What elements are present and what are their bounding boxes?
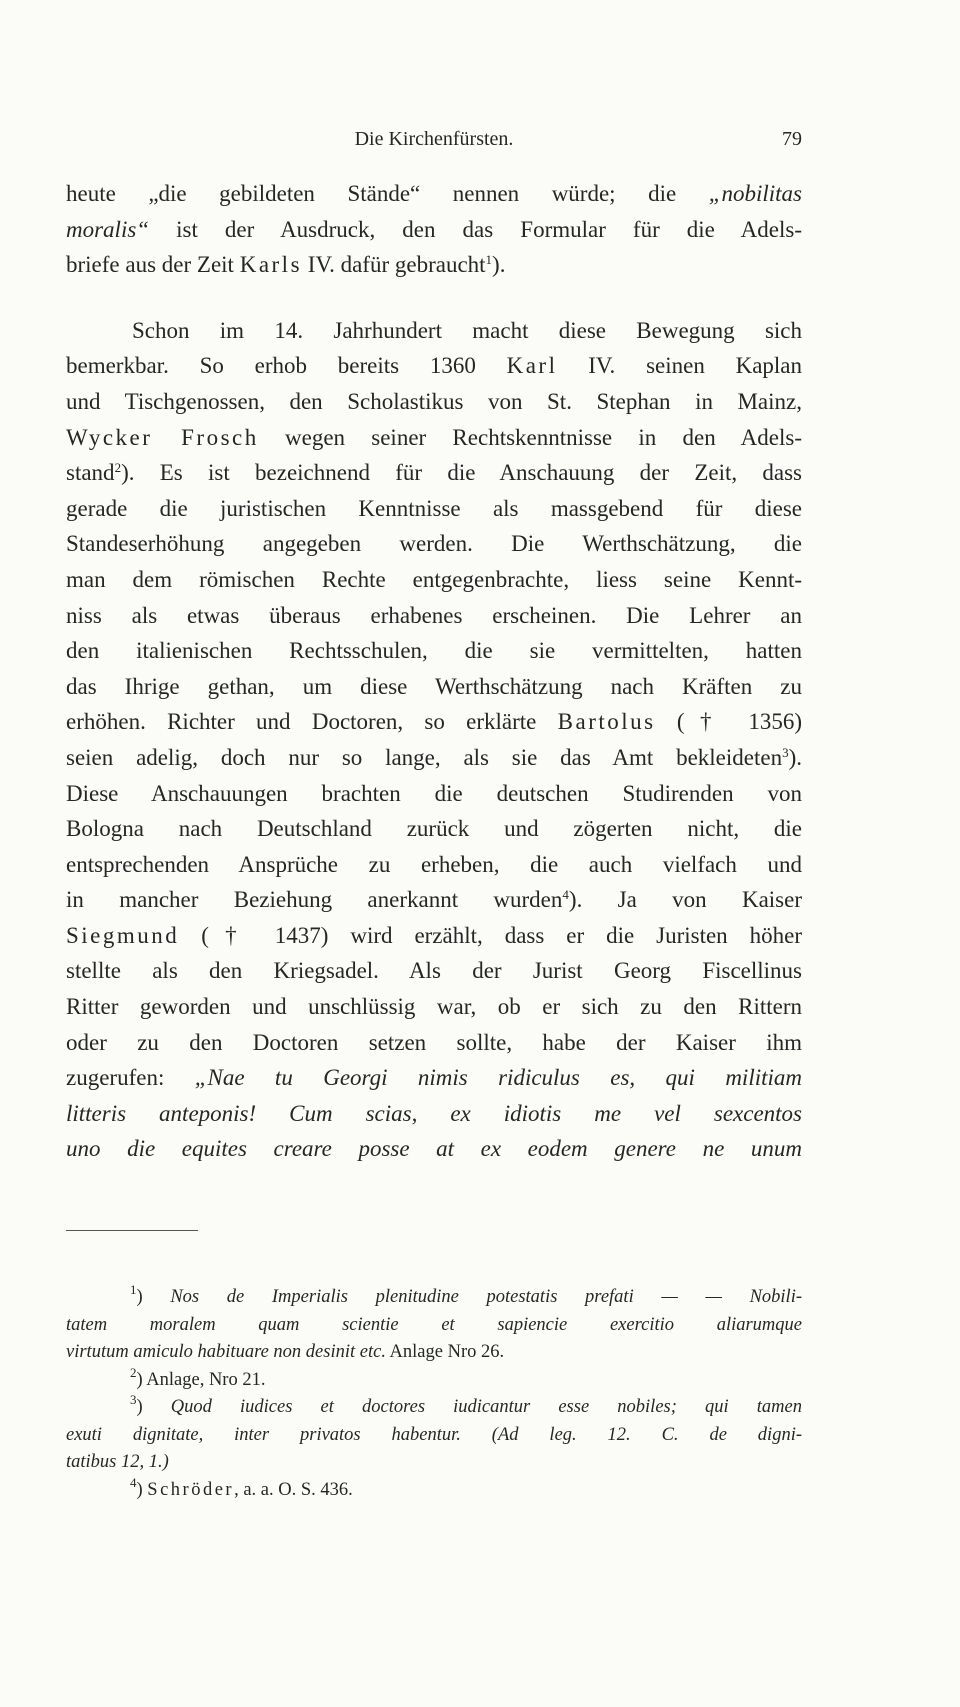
- text-line: stellte als den Kriegsadel. Als der Jurist Georg Fiscellinus: [66, 958, 802, 984]
- text-line: exuti dignitate, inter privatos habentur. (Ad leg. 12. C. de digni-: [66, 1424, 802, 1445]
- text-line: in mancher Beziehung anerkannt wurden$^4$). Ja von Kaiser: [66, 887, 802, 913]
- text-line: uno die equites creare posse at ex eodem genere ne unum: [66, 1136, 802, 1162]
- body-text: [66, 176, 802, 1167]
- text-line: man dem römischen Rechte entgegenbrachte, liess seine Kennt-: [66, 566, 802, 592]
- text-line: das Ihrige gethan, um diese Werthschätzung nach Kräften zu: [66, 673, 802, 699]
- text-line: stand$^2$). Es ist bezeichnend für die Anschauung der Zeit, dass: [66, 460, 802, 486]
- text-line: Wycker Frosch wegen seiner Rechtskenntnisse in den Adels-: [66, 424, 802, 450]
- text-line: erhöhen. Richter und Doctoren, so erklärte Bartolus († 1356): [66, 709, 802, 735]
- text-line: briefe aus der Zeit Karls IV. dafür gebraucht$^1$).: [66, 252, 506, 278]
- text-line: gerade die juristischen Kenntnisse als massgebend für diese: [66, 495, 802, 521]
- text-line: Schon im 14. Jahrhundert macht diese Bewegung sich: [132, 317, 802, 343]
- footnote-ref: 3: [782, 744, 789, 760]
- footnote-2: $^2$) Anlage, Nro 21.: [130, 1366, 266, 1390]
- footnote-ref: 1: [485, 252, 493, 268]
- page-number: 79: [782, 128, 802, 150]
- text-line: seien adelig, doch nur so lange, als sie das Amt bekleideten$^3$).: [66, 744, 802, 770]
- text-line: Diese Anschauungen brachten die deutschen Studirenden von: [66, 780, 802, 806]
- footnote-ref: 2: [114, 460, 122, 476]
- text-line: zugerufen: „Nae tu Georgi nimis ridiculus es, qui militiam: [66, 1065, 802, 1091]
- text-line: Ritter geworden und unschlüssig war, ob er sich zu den Rittern: [66, 994, 802, 1020]
- footnote-1: $^1$) Nos de Imperialis plenitudine potestatis prefati — — Nobili-: [130, 1284, 802, 1307]
- footnote-separator: [66, 1230, 198, 1231]
- text-line: und Tischgenossen, den Scholastikus von St. Stephan in Mainz,: [66, 388, 802, 414]
- running-title: Die Kirchenfürsten.: [354, 128, 514, 150]
- text-line: Bologna nach Deutschland zurück und zögerten nicht, die: [66, 816, 802, 842]
- text-line: Standeserhöhung angegeben werden. Die Werthschätzung, die: [66, 531, 802, 557]
- text-line: tatibus 12, 1.): [66, 1452, 169, 1472]
- footnotes: [66, 1284, 802, 1504]
- text-line: Siegmund († 1437) wird erzählt, dass er die Juristen höher: [66, 922, 802, 948]
- text-line: entsprechenden Ansprüche zu erheben, die auch vielfach und: [66, 851, 802, 877]
- text-line: den italienischen Rechtsschulen, die sie vermittelten, hatten: [66, 638, 802, 664]
- text-line: tatem moralem quam scientie et sapiencie exercitio aliarumque: [66, 1314, 802, 1335]
- text-line: virtutum amiculo habituare non desinit etc. Anlage Nro 26.: [66, 1342, 505, 1362]
- footnote-ref: 4: [562, 887, 569, 903]
- text-line: oder zu den Doctoren setzen sollte, habe der Kaiser ihm: [66, 1029, 802, 1055]
- running-header: [66, 128, 802, 158]
- text-line: litteris anteponis! Cum scias, ex idiotis me vel sexcentos: [66, 1100, 802, 1126]
- text-line: heute „die gebildeten Stände“ nennen würde; die „nobilitas: [66, 181, 802, 206]
- footnote-3: $^3$) Quod iudices et doctores iudicantur esse nobiles; qui tamen: [130, 1394, 802, 1417]
- text-line: bemerkbar. So erhob bereits 1360 Karl IV. seinen Kaplan: [66, 353, 802, 379]
- text-line: moralis“ ist der Ausdruck, den das Formular für die Adels-: [66, 216, 802, 242]
- footnote-4: $^4$) Schröder, a. a. O. S. 436.: [130, 1476, 353, 1500]
- text-line: niss als etwas überaus erhabenes erscheinen. Die Lehrer an: [66, 602, 802, 628]
